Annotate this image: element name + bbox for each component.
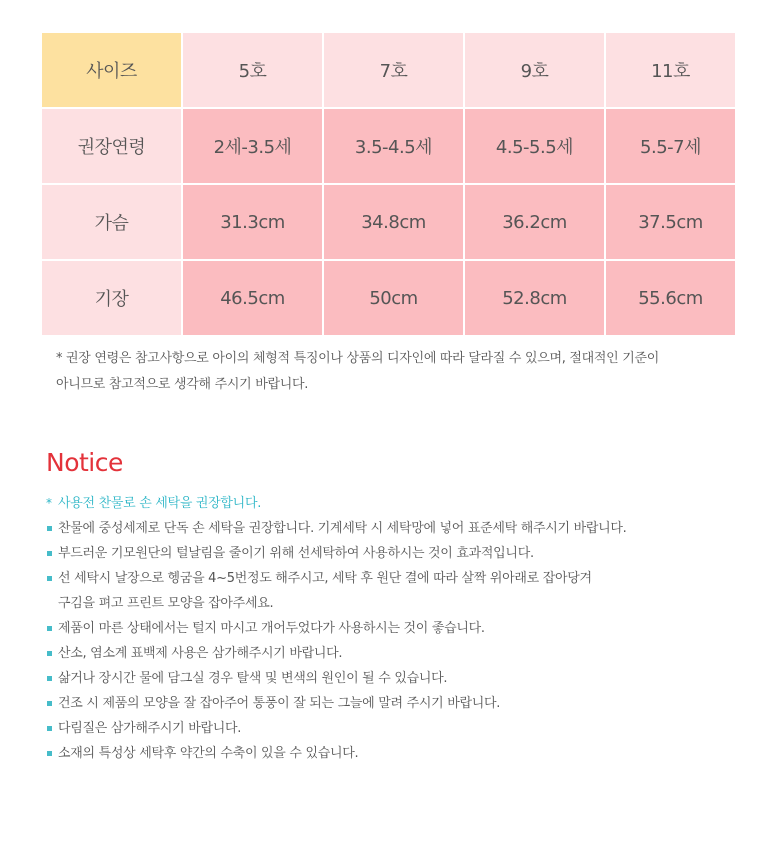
notice-text: 건조 시 제품의 모양을 잘 잡아주어 통풍이 잘 되는 그늘에 말려 주시기 바랍니다. bbox=[58, 696, 501, 711]
row-label-age: 권장연령 bbox=[41, 108, 182, 184]
square-bullet-icon bbox=[47, 526, 52, 531]
notice-text: 제품이 마른 상태에서는 털지 마시고 개어두었다가 사용하시는 것이 좋습니다. bbox=[58, 621, 485, 636]
list-item bbox=[46, 716, 746, 741]
list-item bbox=[46, 516, 746, 541]
size-table bbox=[40, 31, 737, 337]
notice-text: 사용전 찬물로 손 세탁을 권장합니다. bbox=[58, 496, 262, 511]
notice-text: 소재의 특성상 세탁후 약간의 수축이 있을 수 있습니다. bbox=[58, 746, 359, 761]
table-cell: 34.8cm bbox=[323, 184, 464, 260]
list-item bbox=[46, 566, 746, 616]
size-header-row bbox=[41, 32, 736, 108]
table-cell: 52.8cm bbox=[464, 260, 605, 336]
list-item bbox=[46, 741, 746, 766]
notice-text: 찬물에 중성세제로 단독 손 세탁을 권장합니다. 기계세탁 시 세탁망에 넣어 표준세탁 해주시기 바랍니다. bbox=[58, 521, 627, 536]
notice-list bbox=[46, 491, 746, 766]
notice-continuation: 구김을 펴고 프린트 모양을 잡아주세요. bbox=[58, 596, 274, 611]
table-cell: 36.2cm bbox=[464, 184, 605, 260]
table-row-age bbox=[41, 108, 736, 184]
list-item bbox=[46, 666, 746, 691]
size-header-cell: 11호 bbox=[605, 32, 736, 108]
table-cell: 3.5-4.5세 bbox=[323, 108, 464, 184]
size-header-cell: 5호 bbox=[182, 32, 323, 108]
square-bullet-icon bbox=[47, 576, 52, 581]
table-cell: 50cm bbox=[323, 260, 464, 336]
row-label-chest: 가슴 bbox=[41, 184, 182, 260]
notice-text: 부드러운 기모원단의 털날림을 줄이기 위해 선세탁하여 사용하시는 것이 효과적입니다. bbox=[58, 546, 534, 561]
table-cell: 31.3cm bbox=[182, 184, 323, 260]
square-bullet-icon bbox=[47, 626, 52, 631]
square-bullet-icon bbox=[47, 676, 52, 681]
table-cell: 46.5cm bbox=[182, 260, 323, 336]
asterisk-icon: * bbox=[46, 496, 52, 510]
table-cell: 2세-3.5세 bbox=[182, 108, 323, 184]
footnote-line: 아니므로 참고적으로 생각해 주시기 바랍니다. bbox=[56, 377, 309, 392]
size-header-label: 사이즈 bbox=[41, 32, 182, 108]
list-item bbox=[46, 641, 746, 666]
row-label-length: 기장 bbox=[41, 260, 182, 336]
list-item bbox=[46, 616, 746, 641]
size-header-cell: 7호 bbox=[323, 32, 464, 108]
footnote-line: * 권장 연령은 참고사항으로 아이의 체형적 특징이나 상품의 디자인에 따라 달라질 수 있으며, 절대적인 기준이 bbox=[56, 351, 660, 366]
list-item bbox=[46, 691, 746, 716]
list-item bbox=[46, 491, 746, 516]
square-bullet-icon bbox=[47, 701, 52, 706]
size-header-cell: 9호 bbox=[464, 32, 605, 108]
square-bullet-icon bbox=[47, 651, 52, 656]
table-row-length bbox=[41, 260, 736, 336]
table-cell: 55.6cm bbox=[605, 260, 736, 336]
table-cell: 37.5cm bbox=[605, 184, 736, 260]
table-cell: 4.5-5.5세 bbox=[464, 108, 605, 184]
notice-text: 삶거나 장시간 물에 담그실 경우 탈색 및 변색의 원인이 될 수 있습니다. bbox=[58, 671, 448, 686]
notice-text: 다림질은 삼가해주시기 바랍니다. bbox=[58, 721, 242, 736]
square-bullet-icon bbox=[47, 751, 52, 756]
square-bullet-icon bbox=[47, 551, 52, 556]
list-item bbox=[46, 541, 746, 566]
age-footnote bbox=[56, 346, 736, 398]
square-bullet-icon bbox=[47, 726, 52, 731]
table-cell: 5.5-7세 bbox=[605, 108, 736, 184]
notice-text: 선 세탁시 날장으로 헹굼을 4~5번정도 해주시고, 세탁 후 원단 결에 따라 살짝 위아래로 잡아당겨 bbox=[58, 571, 592, 586]
notice-text: 산소, 염소계 표백제 사용은 삼가해주시기 바랍니다. bbox=[58, 646, 343, 661]
table-row-chest bbox=[41, 184, 736, 260]
notice-title: Notice bbox=[46, 448, 123, 477]
